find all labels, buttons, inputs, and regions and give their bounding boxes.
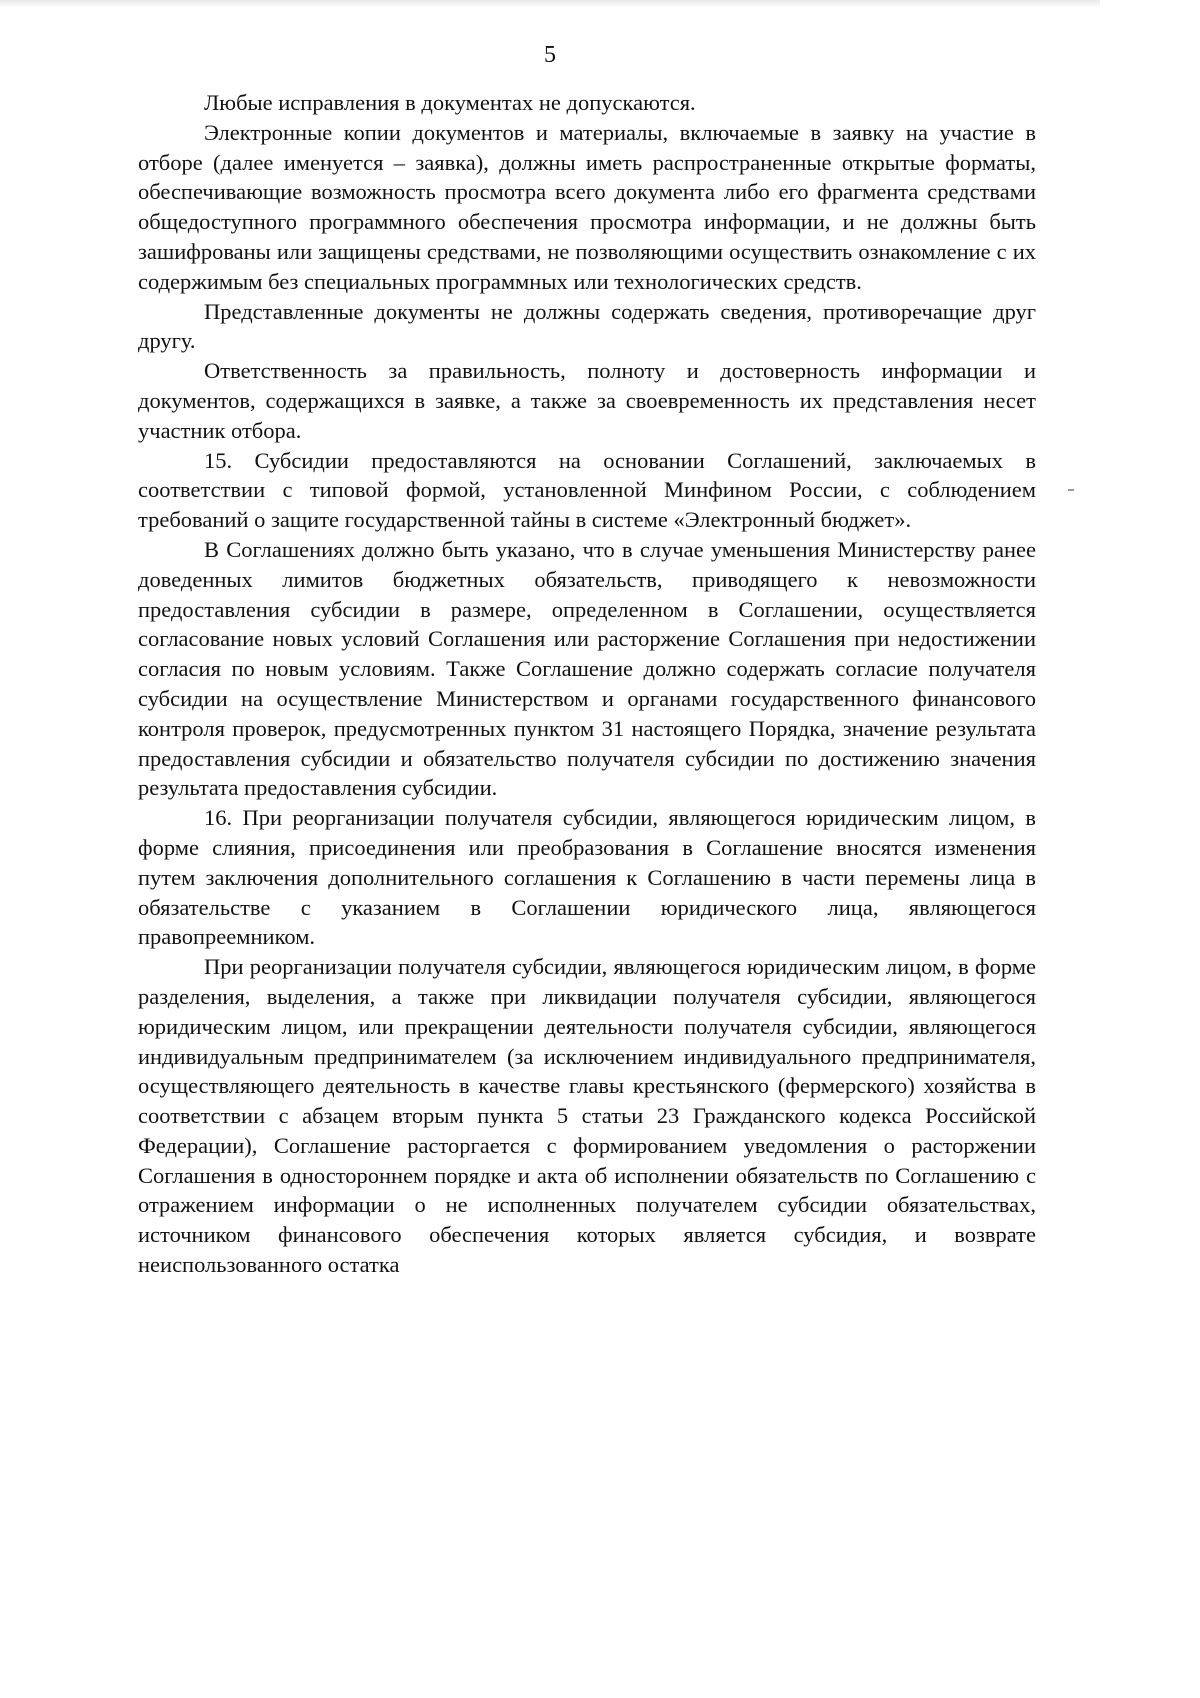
paragraph-corrections: Любые исправления в документах не допускаются.	[204, 90, 696, 115]
document-body	[138, 88, 1036, 1280]
paragraph-item-16: 16. При реорганизации получателя субсидии, являющегося юридическим лицом, в форме слияния, присоединения или преобразования в Соглашение вносятся изменения путем заключения дополнительного соглашения к Соглашению в части перемены лица в обязательстве с указанием в Соглашении юридического лица, являющегося правопреемником.	[138, 805, 1036, 950]
paragraph-electronic-copies: Электронные копии документов и материалы, включаемые в заявку на участие в отборе (далее именуется – заявка), должны иметь распространенные открытые форматы, обеспечивающие возможность просмотра всего документа либо его фрагмента средствами общедоступного программного обеспечения просмотра информации, и не должны быть зашифрованы или защищены средствами, не позволяющими осуществить ознакомление с их содержимым без специальных программных или технологических средств.	[138, 119, 1036, 294]
paragraph-item-15: 15. Субсидии предоставляются на основании Соглашений, заключаемых в соответствии с типовой формой, установленной Минфином России, с соблюдением требований о защите государственной тайны в системе «Электронный бюджет».	[138, 447, 1036, 533]
paragraph-reorganization-termination: При реорганизации получателя субсидии, являющегося юридическим лицом, в форме разделения, выделения, а также при ликвидации получателя субсидии, являющегося юридическим лицом, или прекращении деятельности получателя субсидии, являющегося индивидуальным предпринимателем (за исключением индивидуального предпринимателя, осуществляющего деятельность в качестве главы крестьянского (фермерского) хозяйства в соответствии с абзацем вторым пункта 5 статьи 23 Гражданского кодекса Российской Федерации), Соглашение расторгается с формированием уведомления о расторжении Соглашения в одностороннем порядке и акта об исполнении обязательств по Соглашению с отражением информации о не исполненных получателем субсидии обязательствах, источником финансового обеспечения которых является субсидия, и возврате неиспользованного остатка	[138, 954, 1036, 1278]
paragraph-agreements-conditions: В Соглашениях должно быть указано, что в случае уменьшения Министерству ранее доведенных лимитов бюджетных обязательств, приводящего к невозможности предоставления субсидии в размере, определенном в Соглашении, осуществляется согласование новых условий Соглашения или расторжение Соглашения при недостижении согласия по новым условиям. Также Соглашение должно содержать согласие получателя субсидии на осуществление Министерством и органами государственного финансового контроля проверок, предусмотренных пунктом 31 настоящего Порядка, значение результата предоставления субсидии и обязательство получателя субсидии по достижению значения результата предоставления субсидии.	[138, 536, 1036, 801]
page-number: 5	[544, 42, 556, 68]
paragraph-no-contradictions: Представленные документы не должны содержать сведения, противоречащие друг другу.	[138, 298, 1036, 354]
paragraph-responsibility: Ответственность за правильность, полноту и достоверность информации и документов, содержащихся в заявке, а также за своевременность их представления несет участник отбора.	[138, 358, 1036, 443]
scan-artifact	[1068, 489, 1074, 491]
